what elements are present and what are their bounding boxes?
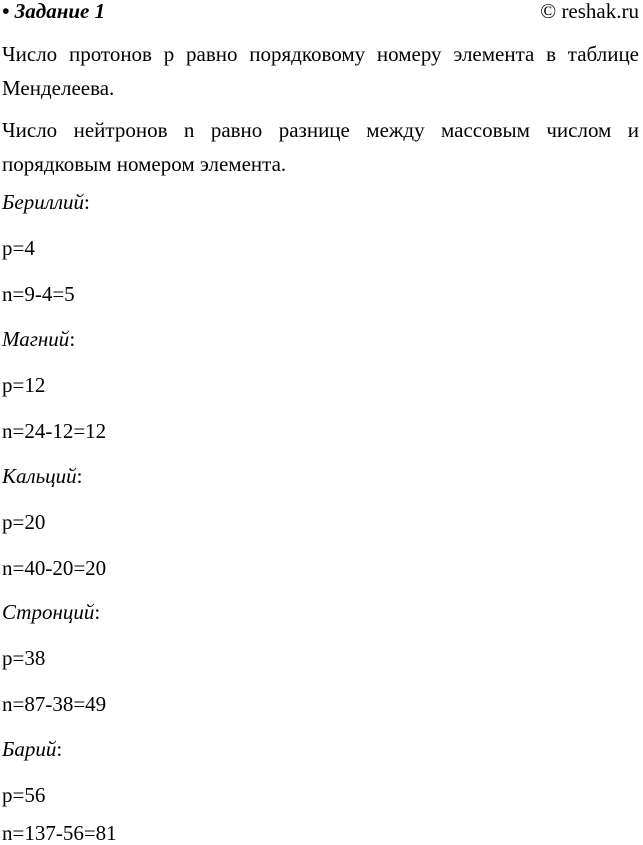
element-name: Кальций	[2, 464, 77, 488]
colon: :	[69, 327, 76, 351]
colon: :	[84, 190, 90, 214]
colon: :	[94, 600, 101, 624]
task-title: • Задание 1	[2, 0, 106, 23]
element-name: Бериллий	[2, 190, 85, 214]
protons-paragraph: Число протонов p равно порядковому номеру элемента в таблице Менделеева.	[2, 42, 639, 100]
proton-line-barium: p=56	[2, 783, 46, 807]
proton-line-magnesium: p=12	[2, 373, 46, 397]
proton-line-strontium: p=38	[2, 646, 46, 670]
element-heading-magnesium	[2, 327, 75, 351]
proton-line-beryllium: p=4	[2, 236, 35, 260]
neutrons-paragraph: Число нейтронов n равно разнице между массовым числом и порядковым номером элемента.	[2, 118, 639, 176]
element-heading-strontium	[2, 600, 100, 624]
colon: :	[56, 737, 63, 761]
header	[2, 0, 639, 26]
copyright-label: © reshak.ru	[540, 0, 639, 23]
element-heading-beryllium	[2, 190, 90, 214]
neutron-line-strontium: n=87-38=49	[2, 692, 107, 716]
neutron-line-calcium: n=40-20=20	[2, 556, 107, 580]
element-heading-calcium	[2, 464, 83, 488]
element-heading-barium	[2, 737, 62, 761]
element-name: Барий	[2, 737, 57, 761]
proton-line-calcium: p=20	[2, 510, 46, 534]
neutron-line-beryllium: n=9-4=5	[2, 282, 75, 306]
neutron-line-magnesium: n=24-12=12	[2, 419, 107, 443]
neutron-line-barium: n=137-56=81	[2, 821, 117, 845]
element-name: Магний	[2, 327, 70, 351]
colon: :	[76, 464, 83, 488]
element-name: Стронций	[2, 600, 95, 624]
